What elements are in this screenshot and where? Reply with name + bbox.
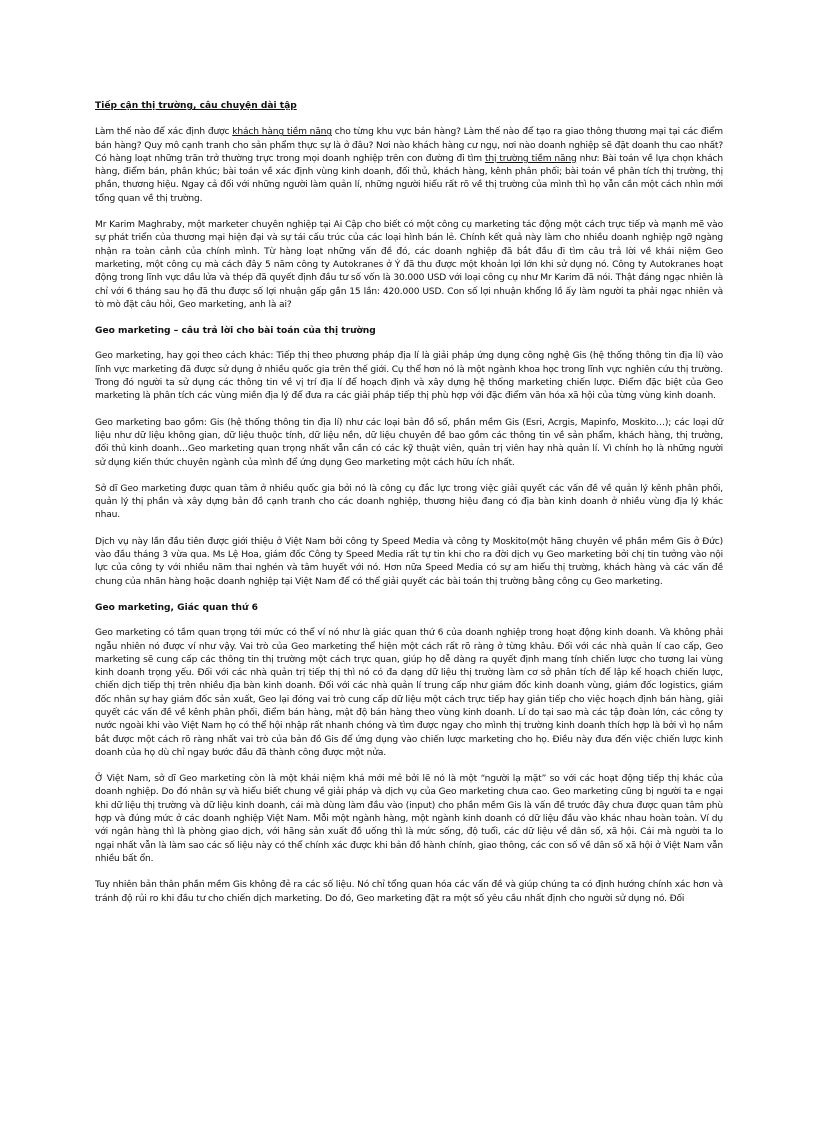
link-thi-truong-tiem-nang[interactable]: thị trường tiềm năng bbox=[484, 153, 577, 164]
paragraph-however: Tuy nhiên bản thân phần mềm Gis không đẻ ra các số liệu. Nó chỉ tổng quan hóa các vấn đề và giúp chúng ta có định hướng chính xác hơn và tránh độ rủi ro khi đầu tư cho chiến dịch marketing. Do đó, Geo marketing đặt ra một số yêu cầu nhất định cho người sử dụng nó. Đối bbox=[95, 880, 723, 904]
document-title: Tiếp cận thị trường, câu chuyện dài tập bbox=[95, 101, 297, 111]
paragraph-intro bbox=[95, 126, 723, 206]
paragraph-vietnam-status: Ở Việt Nam, sở dĩ Geo marketing còn là một khái niệm khá mới mẻ bởi lẽ nó là một “người lạ mặt” so với các hoạt động tiếp thị khác của doanh nghiệp. Do đó nhân sự và hiểu biết chung về giải pháp và dịch vụ của Geo marketing chưa cao. Geo marketing cũng bị người ta e ngại khi dữ liệu thị trường và dữ liệu kinh doanh, cái mà dùng làm đầu vào (input) cho phần mềm Gis là vấn đề trước đây chưa được quan tâm phù hợp và đúng mức ở các doanh nghiệp Việt Nam. Mỗi một ngành hàng, một ngành kinh doanh có dữ liệu đầu vào khác nhau hoàn toàn. Ví dụ với ngân hàng thì là phòng giao dịch, với hãng sản xuất đồ uống thì là mức sống, độ tuổi, các dữ liệu về dân số, xã hội. Cái mà người ta lo ngại nhất vẫn là làm sao các số liệu này có thể chính xác được khi bản đồ hành chính, giao thông, các con số về dân số xã hội ở Việt Nam vẫn nhiều bất ổn. bbox=[95, 774, 723, 864]
paragraph-vietnam-intro: Dịch vụ này lần đầu tiên được giới thiệu ở Việt Nam bởi công ty Speed Media và công ty Moskito(một hãng chuyên về phần mềm Gis ở Đức) vào đầu tháng 3 vừa qua. Ms Lệ Hoa, giám đốc Công ty Speed Media rất tự tin khi cho ra đời dịch vụ Geo marketing bởi chị tin tưởng vào nội lực của công ty với nhiều năm thai nghén và tâm huyết với nó. Hơn nữa Speed Media có sự am hiểu thị trường, khách hàng và các vấn đề chung của nhãn hàng hoặc doanh nghiệp tại Việt Nam để có thể giải quyết các bài toán thị trường bằng công cụ Geo marketing. bbox=[95, 536, 723, 587]
document-page bbox=[95, 100, 723, 919]
heading-sixth-sense: Geo marketing, Giác quan thứ 6 bbox=[95, 602, 259, 613]
paragraph-components: Geo marketing bao gồm: Gis (hệ thống thông tin địa lí) như các loại bản đồ số, phần mềm Gis (Esri, Acrgis, Mapinfo, Moskito…); các loại dữ liệu như dữ liệu không gian, dữ liệu thuộc tính, dữ liệu nền, dữ liệu chuyên đề bao gồm các thông tin về sản phẩm, khách hàng, thị trường, đối thủ kinh doanh…Geo marketing quan trọng nhất vẫn cần có các kỹ thuật viên, quản trị viên hay nhà quản lí. Vì chính họ là những người sử dụng kiến thức chuyên ngành của mình để ứng dụng Geo marketing một cách hữu ích nhất. bbox=[95, 417, 723, 468]
intro-text-2: cho từng khu vực bán hàng? Làm thế nào để tạo ra giao thông thương mại tại các điểm bán hàng? Quy mô cạnh tranh cho sản phẩm thực sự là ở đâu? Nơi nào khách hàng cư ngụ, nơi nào doanh nghiệp sẽ đặt doanh thu cao nhất? Có hàng loạt những trăn trở thường trực trong mọi doanh nghiệp trên con đường đi tìm bbox=[95, 127, 724, 164]
heading-geo-marketing-answer: Geo marketing – câu trả lời cho bài toán của thị trường bbox=[95, 326, 376, 337]
link-khach-hang-tiem-nang[interactable]: khách hàng tiềm năng bbox=[232, 127, 332, 138]
paragraph-role: Geo marketing có tầm quan trọng tới mức có thể ví nó như là giác quan thứ 6 của doanh nghiệp trong hoạt động kinh doanh. Và không phải ngẫu nhiên nó được ví như vậy. Vai trò của Geo marketing thể hiện một cách rất rõ ràng ở từng khâu. Đối với các nhà quản lí cao cấp, Geo marketing sẽ cung cấp các thông tin thị trường một cách trực quan, giúp họ dễ dàng ra quyết định mang tính chiến lược cho tương lai vùng kinh doanh trọng yếu. Đối với các nhà quản trị tiếp thị thì nó có đa dạng dữ liệu thị trường làm cơ sở phân tích để lập kế hoạch chiến lược, chiến dịch tiếp thị trên nhiều địa bàn kinh doanh. Đối với các nhà quản lí trung cấp như giám đốc kinh doanh vùng, giám đốc logistics, giám đốc nhân sự hay giám đốc sản xuất, Geo lại đóng vai trò cung cấp dữ liệu một cách trực tiếp hay gián tiếp cho việc hoạch định bán hàng, giải quyết các vấn đề về kênh phân phối, điểm bán hàng, mật độ bán hàng theo vùng kinh doanh. Lí do tại sao mà các tập đoàn lớn, các công ty nước ngoài khi vào Việt Nam họ có thể hội nhập rất nhanh chóng và tìm được ngay cho mình thị trường kinh doanh thích hợp là bởi vì họ nắm bắt được một cách rõ ràng nhất vai trò của bản đồ Gis để ứng dụng vào chiến lược marketing cho họ. Điều này đưa đến việc chiến lược kinh doanh của họ dù chỉ ngay bước đầu đã thành công được một nửa. bbox=[95, 628, 723, 758]
intro-text-1: Làm thế nào để xác định được bbox=[95, 127, 233, 138]
intro-text-3: như: Bài toán về lựa chọn khách hàng, điểm bán, phân khúc; bài toán về xác định vùng kinh doanh, đối thủ, khách hàng, kênh phân phối; bài toán về phân tích thị trường, thị phần, thương hiệu. Ngay cả đối với những người làm quản lí, những người hiểu rất rõ về thị trường của mình thì họ vẫn cần một cách nhìn mới tổng quan về thị trường. bbox=[95, 153, 723, 204]
paragraph-definition: Geo marketing, hay gọi theo cách khác: Tiếp thị theo phương pháp địa lí là giải pháp ứng dụng công nghệ Gis (hệ thống thông tin địa lí) vào lĩnh vực marketing đã được sử dụng ở nhiều quốc gia trên thế giới. Cụ thể hơn nó là một ngành khoa học trong lĩnh vực nghiên cứu thị trường. Trong đó người ta sử dụng các thông tin về vị trí địa lí để hoạch định và xây dựng hệ thống marketing chiến lược. Điểm đặc biệt của Geo marketing là phân tích các vùng miền địa lý để đưa ra các giải pháp tiếp thị phù hợp với đặc điểm văn hóa xã hội của từng vùng kinh doanh. bbox=[95, 351, 723, 402]
paragraph-karim: Mr Karim Maghraby, một marketer chuyên nghiệp tại Ai Cập cho biết có một công cụ marketing tác động một cách trực tiếp và mạnh mẽ vào sự phát triển của thương mại hiện đại và sự tái cấu trúc của các loại hình bán lẻ. Chính kết quả này làm cho nhiều doanh nghiệp ngỡ ngàng nhận ra toàn cảnh của chính mình. Từ hàng loạt những vấn đề đó, các doanh nghiệp đã bắt đầu đi tìm câu trả lời về khái niệm Geo marketing, một công cụ mà cách đây 5 năm công ty Autokranes ở Ý đã thu được một khoản lợi lớn khi sử dụng nó. Công ty Autokranes hoạt động trong lĩnh vực dầu lửa và thép đã quyết định đầu tư số vốn là 30.000 USD với loại công cụ như Mr Karim đã nói. Thật đáng ngạc nhiên là chỉ với 6 tháng sau họ đã thu được số lợi nhuận gấp gần 15 lần: 420.000 USD. Con số lợi nhuận khổng lồ ấy làm người ta phải ngạc nhiên và tò mò đặt câu hỏi, Geo marketing, anh là ai? bbox=[95, 220, 723, 310]
paragraph-importance: Sở dĩ Geo marketing được quan tâm ở nhiều quốc gia bởi nó là công cụ đắc lực trong việc giải quyết các vấn đề về quản lý kênh phân phối, quản lý thị phần và xây dựng bản đồ cạnh tranh cho các doanh nghiệp, thương hiệu đang có địa bàn kinh doanh ở nhiều vùng địa lý khác nhau. bbox=[95, 483, 723, 521]
